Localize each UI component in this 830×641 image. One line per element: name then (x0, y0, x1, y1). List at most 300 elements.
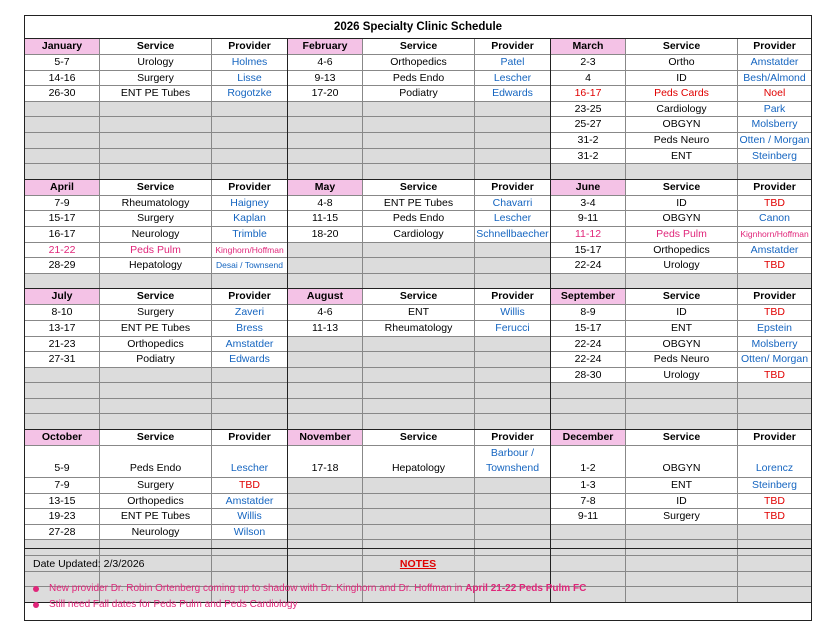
service-header: Service (99, 289, 211, 304)
visit-dates: 8-10 (51, 306, 73, 319)
month-block-july (25, 289, 288, 429)
schedule-row (551, 413, 811, 429)
visit-dates: 4-6 (317, 56, 333, 68)
month-name: July (25, 289, 99, 304)
visit-dates: 26-30 (48, 87, 76, 100)
schedule-row (288, 445, 550, 477)
provider-name: Trimble (211, 227, 287, 242)
visit-dates: 27-28 (48, 525, 76, 538)
provider-name: Schnellbaecher (474, 227, 550, 242)
provider-name: Zaveri (211, 305, 287, 320)
provider-header: Provider (737, 180, 811, 195)
service-name (99, 368, 211, 383)
service-name: Peds Pulm (99, 243, 211, 258)
service-name (625, 383, 737, 398)
visit-dates: 9-11 (577, 212, 599, 225)
schedule-row (25, 524, 287, 540)
schedule-title: 2026 Specialty Clinic Schedule (25, 16, 811, 39)
schedule-row (288, 336, 550, 352)
visit-dates (25, 149, 99, 164)
provider-name (474, 164, 550, 179)
visit-dates: 11-13 (311, 321, 339, 334)
notes-panel (24, 548, 812, 621)
service-name: ENT (362, 305, 474, 320)
month-header-row (551, 180, 811, 195)
visit-dates: 13-17 (48, 321, 76, 334)
month-name: March (551, 39, 625, 54)
month-name: April (25, 180, 99, 195)
schedule-row (25, 148, 287, 164)
schedule-row (288, 304, 550, 320)
service-name (99, 117, 211, 132)
visit-dates: 11-15 (311, 212, 339, 225)
provider-header: Provider (474, 180, 550, 195)
service-name: Orthopedics (625, 243, 737, 258)
notes-title: NOTES (399, 558, 437, 570)
visit-dates (288, 117, 362, 132)
provider-name (211, 164, 287, 179)
visit-dates (25, 274, 99, 289)
month-header-row (288, 289, 550, 304)
schedule-row (288, 477, 550, 493)
provider-header: Provider (737, 430, 811, 445)
visit-dates (288, 243, 362, 258)
schedule-row (551, 336, 811, 352)
service-name (362, 494, 474, 509)
schedule-row (551, 163, 811, 179)
service-name (362, 478, 474, 493)
provider-name: Holmes (211, 55, 287, 70)
schedule-row (551, 210, 811, 226)
provider-name: Epstein (737, 321, 811, 336)
schedule-row (288, 242, 550, 258)
visit-dates: 23-25 (574, 102, 602, 115)
schedule-row (288, 382, 550, 398)
month-name: September (551, 289, 625, 304)
provider-name (211, 133, 287, 148)
provider-header: Provider (211, 289, 287, 304)
schedule-row (25, 382, 287, 398)
provider-name (474, 509, 550, 524)
provider-name (474, 414, 550, 429)
schedule-row (288, 132, 550, 148)
visit-dates: 25-27 (574, 118, 602, 131)
provider-name (474, 117, 550, 132)
provider-name (474, 243, 550, 258)
month-block-may (288, 180, 551, 289)
visit-dates (551, 525, 625, 540)
provider-name (474, 525, 550, 540)
visit-dates: 11-12 (574, 227, 602, 240)
visit-dates: 16-17 (48, 227, 76, 240)
visit-dates: 18-20 (311, 227, 339, 240)
month-header-row (25, 430, 287, 445)
visit-dates: 7-9 (54, 479, 70, 492)
schedule-row (25, 210, 287, 226)
service-name: Rheumatology (362, 321, 474, 336)
service-name (362, 383, 474, 398)
provider-name: TBD (737, 509, 811, 524)
provider-name: Haigney (211, 196, 287, 211)
provider-name (211, 368, 287, 383)
schedule-row (551, 132, 811, 148)
month-name: December (551, 430, 625, 445)
service-name (362, 399, 474, 414)
bullet-icon (33, 586, 39, 592)
service-name (362, 352, 474, 367)
provider-name: Lescher (474, 211, 550, 226)
schedule-row (551, 85, 811, 101)
schedule-row (25, 54, 287, 70)
provider-name (211, 383, 287, 398)
service-name: Peds Endo (362, 71, 474, 86)
service-name (362, 117, 474, 132)
schedule-row (288, 320, 550, 336)
month-header-row (288, 180, 550, 195)
schedule-row (25, 367, 287, 383)
provider-name (474, 258, 550, 273)
service-name: ID (625, 71, 737, 86)
provider-header: Provider (737, 39, 811, 54)
visit-dates (288, 399, 362, 414)
service-name (99, 149, 211, 164)
service-header: Service (362, 289, 474, 304)
service-name: ENT (625, 149, 737, 164)
visit-dates: 21-22 (48, 243, 76, 256)
month-header-row (288, 430, 550, 445)
provider-name: Besh/Almond (737, 71, 811, 86)
visit-dates (288, 383, 362, 398)
service-header: Service (99, 430, 211, 445)
schedule-row (551, 273, 811, 289)
schedule-row (25, 445, 287, 477)
service-name: ENT PE Tubes (99, 86, 211, 101)
visit-dates (288, 494, 362, 509)
service-name: Urology (625, 258, 737, 273)
visit-dates: 4 (585, 71, 591, 84)
service-name: Orthopedics (99, 337, 211, 352)
schedule-row (551, 70, 811, 86)
schedule-row (551, 101, 811, 117)
service-name: Cardiology (362, 227, 474, 242)
month-band (25, 180, 811, 290)
schedule-row (551, 148, 811, 164)
service-header: Service (625, 39, 737, 54)
schedule-row (25, 195, 287, 211)
service-name: OBGYN (625, 211, 737, 226)
service-name: ENT PE Tubes (99, 321, 211, 336)
provider-name (737, 399, 811, 414)
provider-name (474, 399, 550, 414)
schedule-row (288, 367, 550, 383)
visit-dates (288, 164, 362, 179)
provider-name: Kignhorn/Hoffman (737, 227, 811, 242)
provider-name: TBD (737, 305, 811, 320)
visit-dates (288, 149, 362, 164)
month-name: May (288, 180, 362, 195)
service-name: Surgery (99, 305, 211, 320)
provider-name: Molsberry (737, 337, 811, 352)
schedule-row (25, 493, 287, 509)
schedule-row (288, 85, 550, 101)
service-name (362, 525, 474, 540)
schedule-row (551, 367, 811, 383)
schedule-row (551, 477, 811, 493)
schedule-row (551, 242, 811, 258)
visit-dates (288, 337, 362, 352)
provider-name (737, 525, 811, 540)
visit-dates (551, 399, 625, 414)
provider-name: Bress (211, 321, 287, 336)
month-name: February (288, 39, 362, 54)
visit-dates (25, 399, 99, 414)
visit-dates (25, 414, 99, 429)
service-name: Hepatology (362, 446, 474, 477)
service-name (362, 243, 474, 258)
schedule-row (25, 477, 287, 493)
visit-dates (25, 133, 99, 148)
provider-name: Lisse (211, 71, 287, 86)
month-band (25, 39, 811, 180)
month-block-january (25, 39, 288, 179)
schedule-row (25, 163, 287, 179)
schedule-row (288, 351, 550, 367)
provider-name: Otten / Morgan (737, 133, 811, 148)
schedule-row (551, 257, 811, 273)
provider-name: TBD (737, 494, 811, 509)
provider-name: Willis (211, 509, 287, 524)
schedule-row (25, 70, 287, 86)
provider-name (474, 494, 550, 509)
provider-name: Amstatder (211, 494, 287, 509)
service-header: Service (625, 430, 737, 445)
provider-name: Park (737, 102, 811, 117)
visit-dates: 19-23 (48, 510, 76, 523)
visit-dates: 28-29 (48, 259, 76, 272)
schedule-row (288, 413, 550, 429)
schedule-row (288, 116, 550, 132)
visit-dates: 21-23 (48, 337, 76, 350)
provider-header: Provider (737, 289, 811, 304)
schedule-table (24, 15, 812, 603)
service-name: Surgery (99, 71, 211, 86)
service-name (99, 164, 211, 179)
note-text: New provider Dr. Robin Ortenberg coming up to shadow with Dr. Kinghorn and Dr. Hoffman in (49, 583, 466, 594)
service-header: Service (99, 39, 211, 54)
service-name (99, 102, 211, 117)
service-name: Podiatry (99, 352, 211, 367)
schedule-row (551, 398, 811, 414)
visit-dates (288, 102, 362, 117)
service-name: ID (625, 305, 737, 320)
service-name: Orthopedics (99, 494, 211, 509)
service-name: Urology (99, 55, 211, 70)
service-name: Neurology (99, 227, 211, 242)
schedule-row (25, 508, 287, 524)
visit-dates: 1-3 (580, 479, 596, 492)
provider-header: Provider (474, 289, 550, 304)
schedule-row (551, 351, 811, 367)
visit-dates: 31-2 (577, 133, 599, 146)
schedule-row (25, 351, 287, 367)
visit-dates: 28-30 (574, 368, 602, 381)
month-name: August (288, 289, 362, 304)
visit-dates: 7-8 (580, 494, 596, 507)
provider-name: Kaplan (211, 211, 287, 226)
service-header: Service (362, 180, 474, 195)
visit-dates: 9-13 (314, 71, 336, 84)
provider-name (211, 274, 287, 289)
service-name (362, 368, 474, 383)
service-name (362, 164, 474, 179)
service-name (362, 414, 474, 429)
service-name: ENT PE Tubes (362, 196, 474, 211)
date-updated: Date Updated: 2/3/2026 (33, 558, 145, 570)
service-name (362, 102, 474, 117)
month-block-september (551, 289, 811, 429)
visit-dates (551, 383, 625, 398)
provider-name (474, 274, 550, 289)
bullet-icon (33, 602, 39, 608)
service-name: Urology (625, 368, 737, 383)
service-name (99, 399, 211, 414)
provider-header: Provider (474, 430, 550, 445)
service-name (362, 133, 474, 148)
schedule-row (551, 54, 811, 70)
month-header-row (288, 39, 550, 54)
visit-dates: 3-4 (580, 196, 596, 209)
provider-name (474, 368, 550, 383)
provider-name: Edwards (211, 352, 287, 367)
visit-dates: 5-9 (54, 462, 70, 475)
visit-dates (25, 102, 99, 117)
schedule-row (25, 273, 287, 289)
service-name: Ortho (625, 55, 737, 70)
month-header-row (551, 430, 811, 445)
visit-dates (25, 368, 99, 383)
visit-dates (288, 414, 362, 429)
visit-dates (25, 117, 99, 132)
visit-dates: 31-2 (577, 149, 599, 162)
provider-name (737, 164, 811, 179)
month-block-march (551, 39, 811, 179)
service-name (362, 258, 474, 273)
month-header-row (25, 39, 287, 54)
schedule-row (551, 508, 811, 524)
visit-dates: 22-24 (574, 259, 602, 272)
schedule-row (25, 242, 287, 258)
provider-header: Provider (211, 180, 287, 195)
provider-name (737, 383, 811, 398)
schedule-row (551, 524, 811, 540)
visit-dates: 5-7 (54, 56, 70, 68)
service-header: Service (362, 430, 474, 445)
service-name: ID (625, 196, 737, 211)
provider-name: Amstatder (211, 337, 287, 352)
provider-name: Lescher (474, 71, 550, 86)
visit-dates: 22-24 (574, 353, 602, 366)
schedule-row (288, 163, 550, 179)
visit-dates: 8-9 (580, 306, 596, 319)
schedule-row (25, 413, 287, 429)
visit-dates: 4-6 (317, 306, 333, 319)
provider-name (211, 102, 287, 117)
note-text: Still need Fall dates for Peds Pulm and Peds Cardiology (49, 599, 298, 610)
service-name (362, 337, 474, 352)
schedule-row (25, 304, 287, 320)
provider-name: Patel (474, 55, 550, 70)
schedule-row (288, 398, 550, 414)
schedule-row (25, 101, 287, 117)
service-name: ID (625, 494, 737, 509)
provider-name: Rogotzke (211, 86, 287, 101)
service-name: Peds Pulm (625, 227, 737, 242)
service-name: Podiatry (362, 86, 474, 101)
schedule-row (551, 304, 811, 320)
schedule-row (288, 210, 550, 226)
provider-name: Otten/ Morgan (737, 352, 811, 367)
visit-dates (288, 258, 362, 273)
service-header: Service (99, 180, 211, 195)
visit-dates (288, 509, 362, 524)
provider-name: Steinberg (737, 478, 811, 493)
service-name: Cardiology (625, 102, 737, 117)
service-name (362, 149, 474, 164)
service-name: Orthopedics (362, 55, 474, 70)
schedule-row (551, 320, 811, 336)
month-header-row (25, 180, 287, 195)
schedule-body (25, 39, 811, 602)
schedule-row (551, 195, 811, 211)
service-header: Service (625, 289, 737, 304)
visit-dates: 4-8 (317, 196, 333, 209)
service-name (625, 525, 737, 540)
month-block-august (288, 289, 551, 429)
provider-name: Willis (474, 305, 550, 320)
month-band (25, 289, 811, 430)
visit-dates: 22-24 (574, 337, 602, 350)
provider-name: Kinghorn/Hoffman (211, 243, 287, 258)
service-name: ENT (625, 478, 737, 493)
provider-name: Chavarri (474, 196, 550, 211)
schedule-row (288, 257, 550, 273)
provider-name: TBD (737, 196, 811, 211)
provider-name: Amstatder (737, 243, 811, 258)
schedule-row (25, 320, 287, 336)
provider-name (474, 352, 550, 367)
service-name: Hepatology (99, 258, 211, 273)
provider-name (211, 399, 287, 414)
schedule-row (288, 508, 550, 524)
provider-name: TBD (737, 368, 811, 383)
visit-dates: 15-17 (574, 321, 602, 334)
service-name (99, 414, 211, 429)
month-name: November (288, 430, 362, 445)
service-name: ENT (625, 321, 737, 336)
schedule-row (288, 226, 550, 242)
visit-dates: 15-17 (48, 212, 76, 225)
provider-name (474, 337, 550, 352)
provider-header: Provider (211, 39, 287, 54)
service-header: Service (362, 39, 474, 54)
visit-dates (288, 368, 362, 383)
visit-dates (551, 164, 625, 179)
note-item (49, 583, 586, 594)
provider-name (737, 274, 811, 289)
visit-dates (25, 164, 99, 179)
service-header: Service (625, 180, 737, 195)
service-name: Surgery (99, 211, 211, 226)
